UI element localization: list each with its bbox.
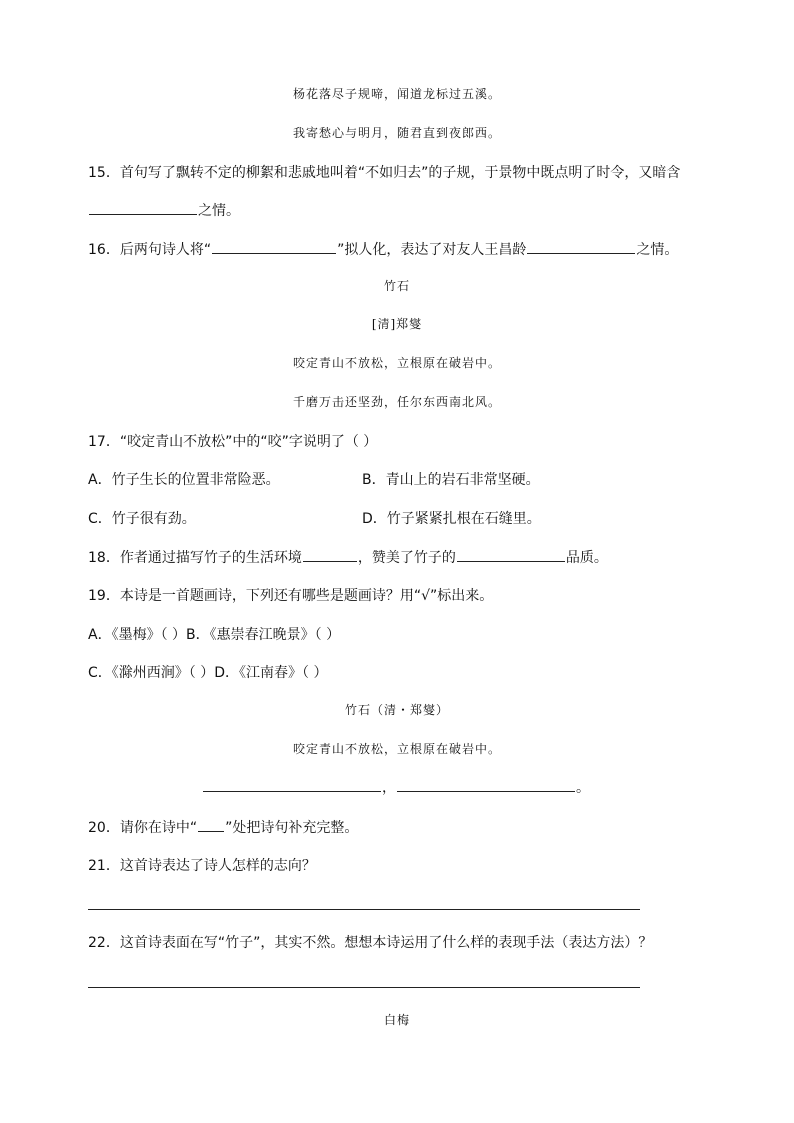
poem3-blank-2[interactable]	[397, 777, 575, 792]
q16-middle: ”拟人化，表达了对友人王昌龄	[337, 242, 527, 258]
q15-continuation	[88, 200, 240, 220]
q19-options-row1: A．《墨梅》（ ）B．《惠崇春江晚景》（ ）	[88, 627, 341, 643]
q18-prefix: 18．作者通过描写竹子的生活环境	[88, 550, 302, 566]
q17-option-d[interactable]: D．竹子紧紧扎根在石缝里。	[362, 511, 541, 527]
poem3-title: 竹石（清・郑燮）	[344, 703, 449, 717]
q15-blank[interactable]	[89, 200, 197, 215]
q15-suffix: 之情。	[198, 203, 240, 219]
q19-options-row2: C．《滁州西涧》（ ）D．《江南春》（ ）	[88, 665, 328, 681]
poem1-line1: 杨花落尽子规啼，闻道龙标过五溪。	[292, 87, 501, 101]
q16-prefix: 16．后两句诗人将“	[88, 242, 212, 258]
poem4-title: 白梅	[383, 1013, 410, 1027]
poem1-line2: 我寄愁心与明月，随君直到夜郎西。	[292, 126, 501, 140]
q19-stem: 19．本诗是一首题画诗，下列还有哪些是题画诗？用“√”标出来。	[88, 588, 494, 604]
poem2-author: [清]郑燮	[371, 317, 423, 331]
q16-blank-1[interactable]	[212, 239, 336, 254]
q21-answer-line[interactable]	[88, 909, 640, 910]
q17-options-row1	[88, 469, 688, 489]
q17-stem: 17．“咬定青山不放松”中的“咬”字说明了（ ）	[88, 434, 378, 450]
poem3-blank-1[interactable]	[203, 777, 381, 792]
poem3-period: 。	[576, 780, 590, 796]
poem2-line2: 千磨万击还坚劲，任尔东西南北风。	[292, 395, 501, 409]
q15-text: 15．首句写了飘转不定的柳絮和悲戚地叫着“不如归去”的子规，于景物中既点明了时令，又暗含	[88, 165, 681, 181]
poem3-fill-line	[202, 777, 590, 797]
q20-suffix: ”处把诗句补充完整。	[225, 820, 359, 836]
q18-blank-2[interactable]	[457, 547, 565, 562]
poem2-line1: 咬定青山不放松，立根原在破岩中。	[292, 356, 501, 370]
q20-text	[88, 817, 358, 837]
q17-option-b[interactable]: B．青山上的岩石非常坚硬。	[362, 472, 540, 488]
poem3-comma: ，	[382, 780, 396, 796]
q18-middle: ，赞美了竹子的	[357, 550, 456, 566]
q16-suffix: 之情。	[636, 242, 679, 258]
poem3-line1: 咬定青山不放松，立根原在破岩中。	[292, 742, 501, 756]
q18-blank-1[interactable]	[303, 547, 357, 562]
q17-option-c[interactable]: C．竹子很有劲。	[88, 511, 196, 527]
q16-blank-2[interactable]	[527, 239, 635, 254]
q18-text	[88, 547, 608, 567]
q20-prefix: 20．请你在诗中“	[88, 820, 198, 836]
q18-suffix: 品质。	[565, 550, 608, 566]
q17-options-row2	[88, 508, 688, 528]
poem2-title: 竹石	[383, 279, 410, 293]
q22-answer-line[interactable]	[88, 987, 640, 988]
q17-option-a[interactable]: A．竹子生长的位置非常险恶。	[88, 472, 280, 488]
q21-stem: 21．这首诗表达了诗人怎样的志向？	[88, 858, 316, 874]
q16-text	[88, 239, 678, 259]
q22-stem: 22．这首诗表面在写“竹子”，其实不然。想想本诗运用了什么样的表现手法（表达方法）？	[88, 935, 653, 951]
q20-blank	[198, 817, 224, 832]
